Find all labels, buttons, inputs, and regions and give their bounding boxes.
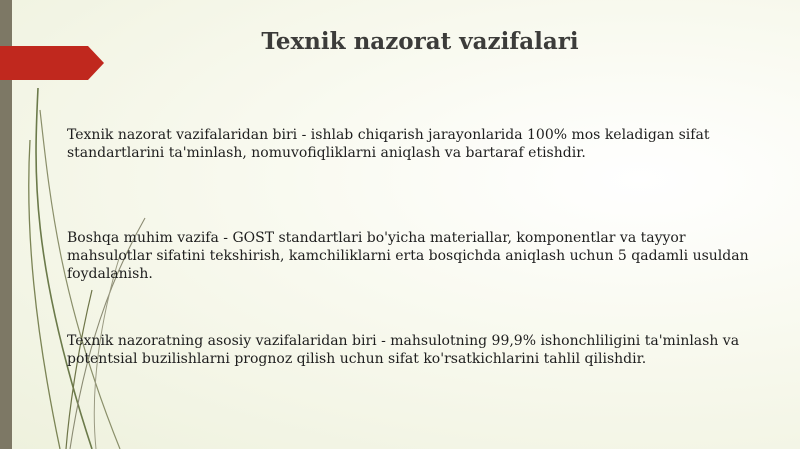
stem-line — [29, 140, 60, 449]
paragraph-1: Texnik nazorat vazifalaridan biri - ishlab chiqarish jarayonlarida 100% mos keladigan sifat standartlarini ta'minlash, nomuvofiqliklarni aniqlash va bartaraf etishdir. — [67, 127, 710, 161]
slide-title: Texnik nazorat vazifalari — [261, 28, 579, 55]
paragraph-3: Texnik nazoratning asosiy vazifalaridan biri - mahsulotning 99,9% ishonchliligini ta'minlash va potentsial buzilishlarni prognoz qilish uchun sifat ko'rsatkichlarini tahlil qilishdir. — [67, 333, 740, 367]
paragraph-2: Boshqa muhim vazifa - GOST standartlari bo'yicha materiallar, komponentlar va tayyor mahsulotlar sifatini tekshirish, kamchiliklarni erta bosqichda aniqlash uchun 5 qadamli usuldan foydalanish. — [67, 230, 749, 282]
stem-line — [66, 290, 92, 449]
